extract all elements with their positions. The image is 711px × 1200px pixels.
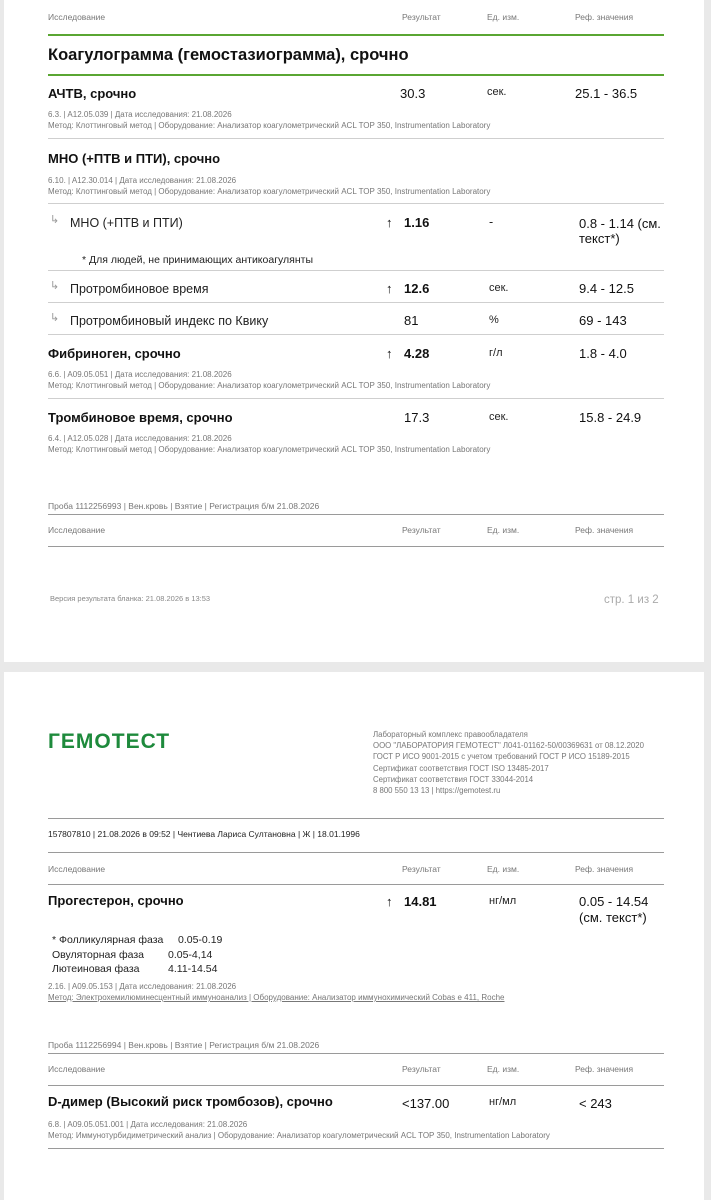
panel-divider bbox=[48, 74, 664, 76]
test-method-aptt: Метод: Клоттинговый метод | Оборудование: Анализатор коагулометрический ACL TOP 350, Instrumentation Laboratory bbox=[48, 121, 491, 130]
test-ref-progesterone-line2: (см. текст*) bbox=[579, 910, 647, 925]
test-meta-aptt: 6.3. | A12.05.039 | Дата исследования: 21.08.2026 bbox=[48, 110, 232, 119]
test-meta-progesterone: 2.16. | A09.05.153 | Дата исследования: 21.08.2026 bbox=[48, 982, 237, 991]
test-meta-fibrinogen: 6.6. | A09.05.051 | Дата исследования: 21.08.2026 bbox=[48, 370, 232, 379]
test-name-fibrinogen: Фибриноген, срочно bbox=[48, 346, 181, 361]
col-header-result: Результат bbox=[402, 1064, 441, 1074]
report-page-2 bbox=[4, 672, 704, 1200]
subtest-result-quick: 81 bbox=[404, 313, 419, 328]
test-ref-progesterone-line1: 0.05 - 14.54 bbox=[579, 894, 649, 909]
row-divider bbox=[48, 203, 664, 204]
test-method-inr: Метод: Клоттинговый метод | Оборудование: Анализатор коагулометрический ACL TOP 350, Instrumentation Laboratory bbox=[48, 187, 491, 196]
version-info: Версия результата бланка: 21.08.2026 в 13:53 bbox=[50, 594, 211, 603]
phase-value: 0.05-4,14 bbox=[168, 949, 213, 961]
row-divider bbox=[48, 1148, 664, 1149]
patient-divider-top bbox=[48, 818, 664, 819]
row-divider bbox=[48, 138, 664, 139]
phase-label: * Фолликулярная фаза bbox=[52, 934, 164, 946]
subtest-unit-pt: сек. bbox=[489, 282, 509, 294]
test-unit-fibrinogen: г/л bbox=[489, 347, 503, 359]
phase-label: Лютеиновая фаза bbox=[52, 963, 140, 975]
page-number: стр. 1 из 2 bbox=[604, 594, 659, 606]
lab-info-line: ООО "ЛАБОРАТОРИЯ ГЕМОТЕСТ" Л041-01162-50/00369631 от 08.12.2020 bbox=[373, 741, 644, 751]
col-header-unit: Ед. изм. bbox=[487, 12, 520, 22]
header-divider bbox=[48, 1085, 664, 1086]
header-divider bbox=[48, 546, 664, 547]
col-header-test: Исследование bbox=[48, 864, 106, 874]
panel-title: Коагулограмма (гемостазиограмма), срочно bbox=[48, 46, 409, 64]
test-name-thrombin: Тромбиновое время, срочно bbox=[48, 410, 233, 425]
test-result-ddimer: <137.00 bbox=[402, 1096, 450, 1111]
footnote-inr: * Для людей, не принимающих антикоагулянты bbox=[82, 254, 314, 266]
sample-info: Проба 1112256994 | Вен.кровь | Взятие | Регистрация б/м 21.08.2026 bbox=[48, 1040, 320, 1050]
test-ref-fibrinogen: 1.8 - 4.0 bbox=[579, 346, 627, 361]
test-meta-thrombin: 6.4. | A12.05.028 | Дата исследования: 21.08.2026 bbox=[48, 434, 232, 443]
test-unit-ddimer: нг/мл bbox=[489, 1096, 517, 1108]
row-divider bbox=[48, 302, 664, 303]
subtest-name-inr: МНО (+ПТВ и ПТИ) bbox=[70, 216, 183, 230]
col-header-ref: Реф. значения bbox=[575, 12, 634, 22]
sample-divider bbox=[48, 514, 664, 515]
test-meta-ddimer: 6.8. | A09.05.051.001 | Дата исследования: 21.08.2026 bbox=[48, 1120, 248, 1129]
subtest-unit-quick: % bbox=[489, 314, 499, 326]
test-result-fibrinogen: 4.28 bbox=[404, 346, 430, 361]
lab-info-line: ГОСТ Р ИСО 9001-2015 с учетом требований ГОСТ Р ИСО 15189-2015 bbox=[373, 752, 630, 762]
test-meta-inr: 6.10. | A12.30.014 | Дата исследования: 21.08.2026 bbox=[48, 176, 237, 185]
test-result-thrombin: 17.3 bbox=[404, 410, 430, 425]
test-name-progesterone: Прогестерон, срочно bbox=[48, 893, 184, 908]
subtest-result-pt: 12.6 bbox=[404, 281, 430, 296]
subtest-indent-icon: ↳ bbox=[50, 280, 60, 292]
arrow-up-icon: ↑ bbox=[386, 215, 393, 230]
test-name-inr: МНО (+ПТВ и ПТИ), срочно bbox=[48, 151, 221, 166]
test-result-progesterone: 14.81 bbox=[404, 894, 437, 909]
test-method-thrombin: Метод: Клоттинговый метод | Оборудование: Анализатор коагулометрический ACL TOP 350, Instrumentation Laboratory bbox=[48, 445, 491, 454]
arrow-up-icon: ↑ bbox=[386, 281, 393, 296]
lab-info bbox=[373, 729, 673, 796]
test-unit-progesterone: нг/мл bbox=[489, 895, 517, 907]
col-header-result: Результат bbox=[402, 525, 441, 535]
col-header-test: Исследование bbox=[48, 12, 106, 22]
col-header-result: Результат bbox=[402, 864, 441, 874]
subtest-ref-pt: 9.4 - 12.5 bbox=[579, 281, 634, 296]
test-unit-aptt: сек. bbox=[487, 86, 507, 98]
report-page-1 bbox=[4, 0, 704, 662]
col-header-unit: Ед. изм. bbox=[487, 525, 520, 535]
row-divider bbox=[48, 398, 664, 399]
test-name-ddimer: D-димер (Высокий риск тромбозов), срочно bbox=[48, 1094, 333, 1109]
sample-divider bbox=[48, 1053, 664, 1054]
lab-info-line: Сертификат соответствия ГОСТ ISO 13485-2017 bbox=[373, 763, 549, 773]
col-header-unit: Ед. изм. bbox=[487, 864, 520, 874]
test-result-aptt: 30.3 bbox=[400, 86, 426, 101]
col-header-test: Исследование bbox=[48, 525, 106, 535]
test-method-ddimer: Метод: Иммунотурбидиметрический анализ | Оборудование: Анализатор коагулометрический ACL TOP 350, Instrumentation Laboratory bbox=[48, 1131, 550, 1140]
col-header-result: Результат bbox=[402, 12, 441, 22]
subtest-result-inr: 1.16 bbox=[404, 215, 430, 230]
subtest-ref-inr-line1: 0.8 - 1.14 (см. bbox=[579, 216, 661, 231]
subtest-unit-inr: - bbox=[489, 215, 494, 229]
subtest-name-quick: Протромбиновый индекс по Квику bbox=[70, 314, 269, 328]
test-ref-ddimer: < 243 bbox=[579, 1096, 612, 1111]
lab-info-line: Лабораторный комплекс правообладателя bbox=[373, 730, 528, 739]
phase-value: 4.11-14.54 bbox=[168, 963, 218, 975]
row-divider bbox=[48, 334, 664, 335]
subtest-indent-icon: ↳ bbox=[50, 312, 60, 324]
arrow-up-icon: ↑ bbox=[386, 346, 393, 361]
col-header-test: Исследование bbox=[48, 1064, 106, 1074]
subtest-ref-quick: 69 - 143 bbox=[579, 313, 627, 328]
col-header-ref: Реф. значения bbox=[575, 864, 634, 874]
patient-info: 157807810 | 21.08.2026 в 09:52 | Чентиева Лариса Султановна | Ж | 18.01.1996 bbox=[48, 829, 360, 839]
col-header-ref: Реф. значения bbox=[575, 1064, 634, 1074]
test-method-fibrinogen: Метод: Клоттинговый метод | Оборудование: Анализатор коагулометрический ACL TOP 350, Instrumentation Laboratory bbox=[48, 381, 491, 390]
phase-label: Овуляторная фаза bbox=[52, 949, 144, 961]
test-method-progesterone: Метод: Электрохемилюминесцентный иммуноанализ | Оборудование: Анализатор иммунохимический Cobas e 411, Roche bbox=[48, 993, 505, 1002]
phase-value: 0.05-0.19 bbox=[178, 934, 223, 946]
header-divider bbox=[48, 34, 664, 36]
gemotest-logo: ГЕМОТЕСТ bbox=[48, 730, 171, 753]
test-ref-aptt: 25.1 - 36.5 bbox=[575, 86, 638, 101]
sample-info: Проба 1112256993 | Вен.кровь | Взятие | Регистрация б/м 21.08.2026 bbox=[48, 501, 320, 511]
test-name-aptt: АЧТВ, срочно bbox=[48, 86, 137, 101]
row-divider bbox=[48, 270, 664, 271]
col-header-unit: Ед. изм. bbox=[487, 1064, 520, 1074]
patient-divider-bottom bbox=[48, 852, 664, 853]
subtest-indent-icon: ↳ bbox=[50, 214, 60, 226]
lab-info-line: 8 800 550 13 13 | https://gemotest.ru bbox=[373, 786, 501, 796]
test-ref-thrombin: 15.8 - 24.9 bbox=[579, 410, 642, 425]
subtest-ref-inr-line2: текст*) bbox=[579, 231, 620, 246]
header-divider bbox=[48, 884, 664, 885]
lab-info-line: Сертификат соответствия ГОСТ 33044-2014 bbox=[373, 774, 534, 784]
subtest-name-pt: Протромбиновое время bbox=[70, 282, 209, 296]
arrow-up-icon: ↑ bbox=[386, 894, 393, 909]
col-header-ref: Реф. значения bbox=[575, 525, 634, 535]
test-unit-thrombin: сек. bbox=[489, 411, 509, 423]
